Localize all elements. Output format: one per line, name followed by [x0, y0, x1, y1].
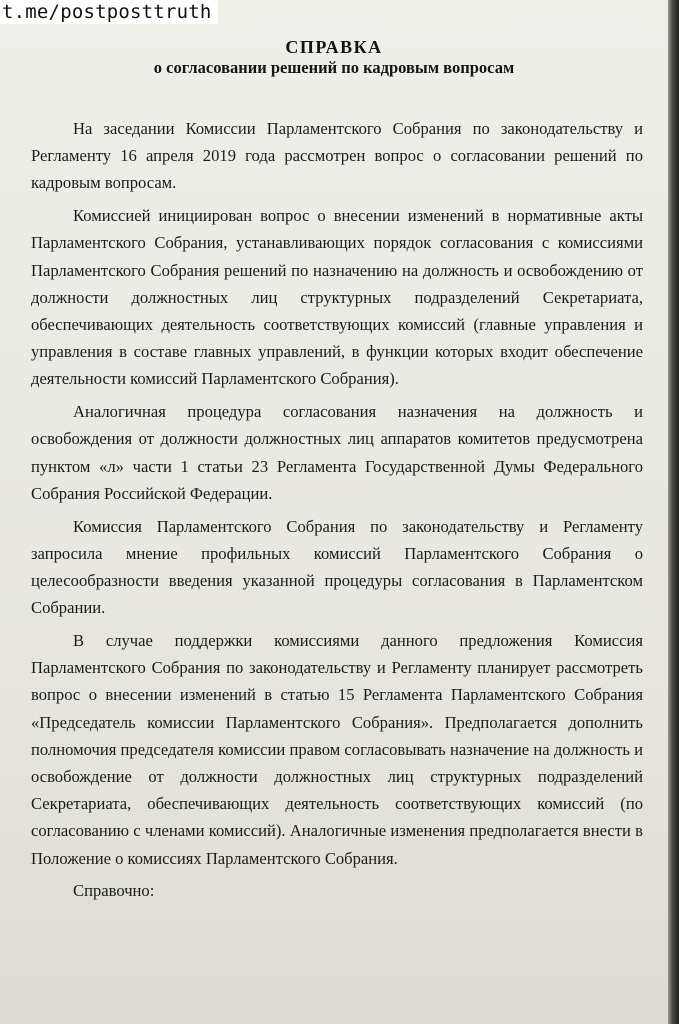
paragraph-initiative: Комиссией инициирован вопрос о внесении изменений в нормативные акты Парламентского Собрания, устанавливающих порядок согласования с комиссиями Парламентского Собрания решений по назначению на должность и освобождению от должности должностных лиц структурных подразделений Секретариата, обеспечивающих деятельность соответствующих комиссий (главные управления и управления в составе главных управлений, в функции которых входит обеспечение деятельности комиссий Парламентского Собрания). [31, 206, 643, 389]
document-subtitle: о согласовании решений по кадровым вопросам [153, 58, 515, 77]
paragraph-analogous-procedure: Аналогичная процедура согласования назначения на должность и освобождения от должности должностных лиц аппаратов комитетов предусмотрена пунктом «л» части 1 статьи 23 Регламента Государственной Думы Федерального Собрания Российской Федерации. [31, 402, 643, 503]
document-body [31, 115, 643, 910]
channel-watermark: t.me/postposttruth [0, 0, 218, 24]
document-title: СПРАВКА [285, 37, 383, 57]
paragraph-planned-changes: В случае поддержки комиссиями данного предложения Комиссия Парламентского Собрания по законодательству и Регламенту планирует рассмотреть вопрос о внесении изменений в статью 15 Регламента Парламентского Собрания «Председатель комиссии Парламентского Собрания». Предполагается дополнить полномочия председателя комиссии правом согласовывать назначение на должность и освобождение от должности должностных лиц структурных подразделений Секретариата, обеспечивающих деятельность соответствующих комиссий (по согласованию с членами комиссий). Аналогичные изменения предполагается внести в Положение о комиссиях Парламентского Собрания. [31, 631, 643, 868]
paragraph-reference-note: Справочно: [73, 881, 155, 901]
paragraph-opinion-request: Комиссия Парламентского Собрания по законодательству и Регламенту запросила мнение профильных комиссий Парламентского Собрания о целесообразности введения указанной процедуры согласования в Парламентском Собрании. [31, 516, 643, 618]
paragraph-meeting: На заседании Комиссии Парламентского Собрания по законодательству и Регламенту 16 апреля 2019 года рассмотрен вопрос о согласовании решений по кадровым вопросам. [31, 119, 643, 193]
page-edge-shadow [668, 0, 679, 1024]
